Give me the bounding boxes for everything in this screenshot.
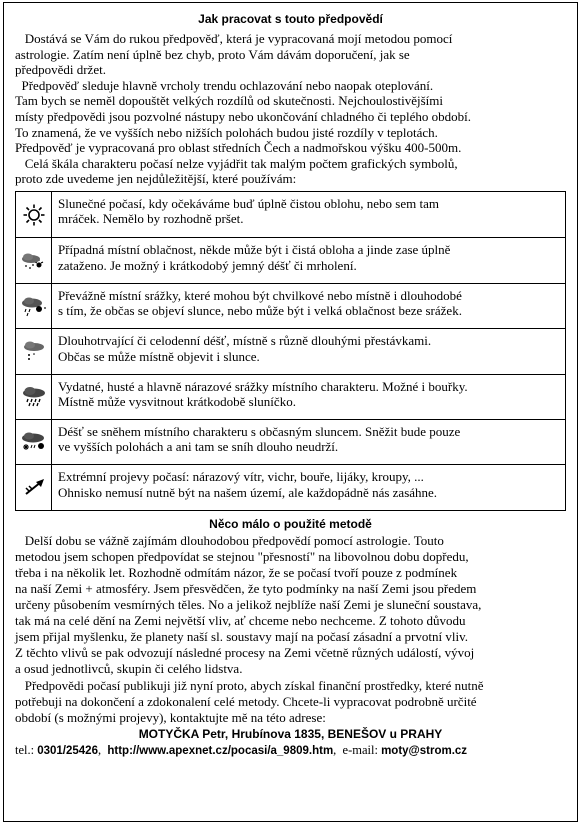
symbol-description [52,420,466,464]
symbol-text-line: s tím, že občas se objeví slunce, nebo může být i velká oblačnost beze srážek. [58,303,462,319]
intro-line: proto zde uvedeme jen nejdůležitější, které používám: [15,171,297,187]
symbol-row [16,464,565,509]
symbol-text-line: Ohnisko nemusí nutně být na našem území, ale každopádně nás zasáhne. [58,484,438,500]
sun-icon [16,192,52,237]
method-line: Z těchto vlivů se pak odvozují následné procesy na Zemi včetně různých událostí, vývoj [15,645,475,661]
method-line: třeba i na několik let. Rozhodně odmítám názor, že se počasí tvoří pouze z podmínek [15,564,458,580]
symbol-row [16,283,565,328]
contact-name: MOTYČKA Petr, Hrubínova 1835, BENEŠOV u PRAHY [138,726,443,741]
cloud-sun-drizzle-icon [16,238,52,282]
intro-line: To znamená, že ve vyšších nebo nižších polohách budou jisté rozdíly v teplotách. [15,124,438,140]
symbol-text-line: zataženo. Je možný i krátkodobý jemný déšť či mrholení. [58,257,357,273]
method-text [15,533,566,726]
cloud-rain-icon [16,329,52,373]
method-line: potřebuji na dokončení a zdokonalení celé metody. Chcete-li vypracovat podrobně určité [15,693,477,709]
method-line: a osud jednotlivců, skupin či celého lidstva. [15,661,243,677]
method-line: Předpovědi počasí publikuji již nyní proto, abych získal finanční prostředky, které nutně [15,677,484,693]
symbol-text-line: Případná místní oblačnost, někde může být i čistá obloha a jinde zase úplně [58,242,451,258]
intro-line: Celá škála charakteru počasí nelze vyjádřit tak malým počtem grafických symbolů, [15,155,458,171]
email-link[interactable]: moty@strom.cz [381,744,468,757]
symbol-text-line: Slunečné počasí, kdy očekáváme buď úplně čistou oblohu, nebo sem tam [58,195,439,211]
symbol-row [16,419,565,464]
symbol-row [16,192,565,237]
symbol-text-line: Občas se může místně objevit i slunce. [58,348,260,364]
forecast-info-page [3,2,578,822]
symbol-text-line: Místně může vysvitnout krátkodobě sluníčko. [58,393,296,409]
tel-number: 0301/25426 [37,744,98,757]
website-link[interactable]: http://www.apexnet.cz/pocasi/a_9809.htm [107,744,334,757]
method-line: na naší Zemi + atmosféry. Jsem přesvědčen, že tyto podmínky na naší Zemi jsou předem [15,580,477,596]
intro-line: Předpověď sleduje hlavně vrcholy trendu ochlazování nebo naopak oteplování. [15,77,434,93]
contact-line: tel.: 0301/25426, http://www.apexnet.cz/pocasi/a_9809.htm, e-mail: moty@strom.cz [15,742,468,757]
method-line: jsem přijal myšlenku, že planety naší sl. soustavy mají na počasí zásadní a prvotní vliv. [15,629,468,645]
symbol-description [52,284,468,328]
symbol-description [52,329,437,373]
symbol-text-line: Převážně místní srážky, které mohou být chvilkové nebo místně i dlouhodobé [58,287,462,303]
intro-line: místy předpovědi jsou pozvolné nástupy nebo ukončování chladného či teplého období. [15,108,471,124]
symbol-text-line: Dlouhotrvající či celodenní déšť, místně s různě dlouhými přestávkami. [58,333,432,349]
method-line: určeny působením vesmírných těles. No a jelikož nejblíže naší Zemi je sluneční soustava, [15,597,482,613]
intro-text [15,31,566,187]
weather-symbols-table [15,191,566,511]
intro-line: předpovědi držet. [15,62,106,78]
intro-line: astrologie. Zatím není úplně bez chyb, proto Vám dávám doporučení, jak se [15,46,410,62]
email-label: e-mail: [342,742,382,757]
intro-line: Dostává se Vám do rukou předpověď, která je vypracovaná mojí metodou pomocí [15,31,453,46]
wind-arrow-icon [16,465,52,509]
symbol-row [16,374,565,419]
symbol-description [52,192,445,237]
symbol-text-line: Extrémní projevy počasí: nárazový vítr, vichr, bouře, lijáky, kroupy, ... [58,469,424,485]
cloud-sun-showers-icon [16,284,52,328]
symbol-text-line: ve vyšších polohách a ani tam se sníh dlouho neudrží. [58,439,339,455]
method-heading: Něco málo o použité metodě [209,516,372,531]
method-line: období (s možnými projevy), kontaktujte mě na této adrese: [15,709,326,725]
intro-line: Tam bych se neměl dopouštět velkých rozdílů od skutečnosti. Nejchoulostivějšími [15,93,444,109]
method-line: Delší dobu se vážně zajímám dlouhodobou předpovědí pomocí astrologie. Touto [15,532,444,548]
method-line: tak má na celé dění na Zemi největší vliv, ať chceme nebo nechceme. Z tohoto důvodu [15,613,466,629]
cloud-heavy-rain-icon [16,375,52,419]
symbol-description [52,238,456,282]
page-title: Jak pracovat s touto předpovědí [198,12,383,26]
symbol-row [16,328,565,373]
cloud-snow-sun-icon [16,420,52,464]
intro-line: Předpověď je vypracovaná pro oblast středních Čech a nadmořskou výšku 400-500m. [15,140,462,156]
method-paragraph [15,533,566,726]
symbol-row [16,237,565,282]
symbol-text-line: Déšť se sněhem místního charakteru s občasným sluncem. Sněžit bude pouze [58,423,461,439]
tel-label: tel.: [15,742,38,757]
method-line: metodou jsem schopen předpovídat se stejnou "přesností" na libovolnou dobu dopředu, [15,548,469,564]
symbol-text-line: mráček. Nemělo by rozhodně pršet. [58,211,244,227]
symbol-description [52,465,443,509]
symbol-text-line: Vydatné, husté a hlavně nárazové srážky místního charakteru. Možné i bouřky. [58,378,468,394]
symbol-description [52,375,474,419]
